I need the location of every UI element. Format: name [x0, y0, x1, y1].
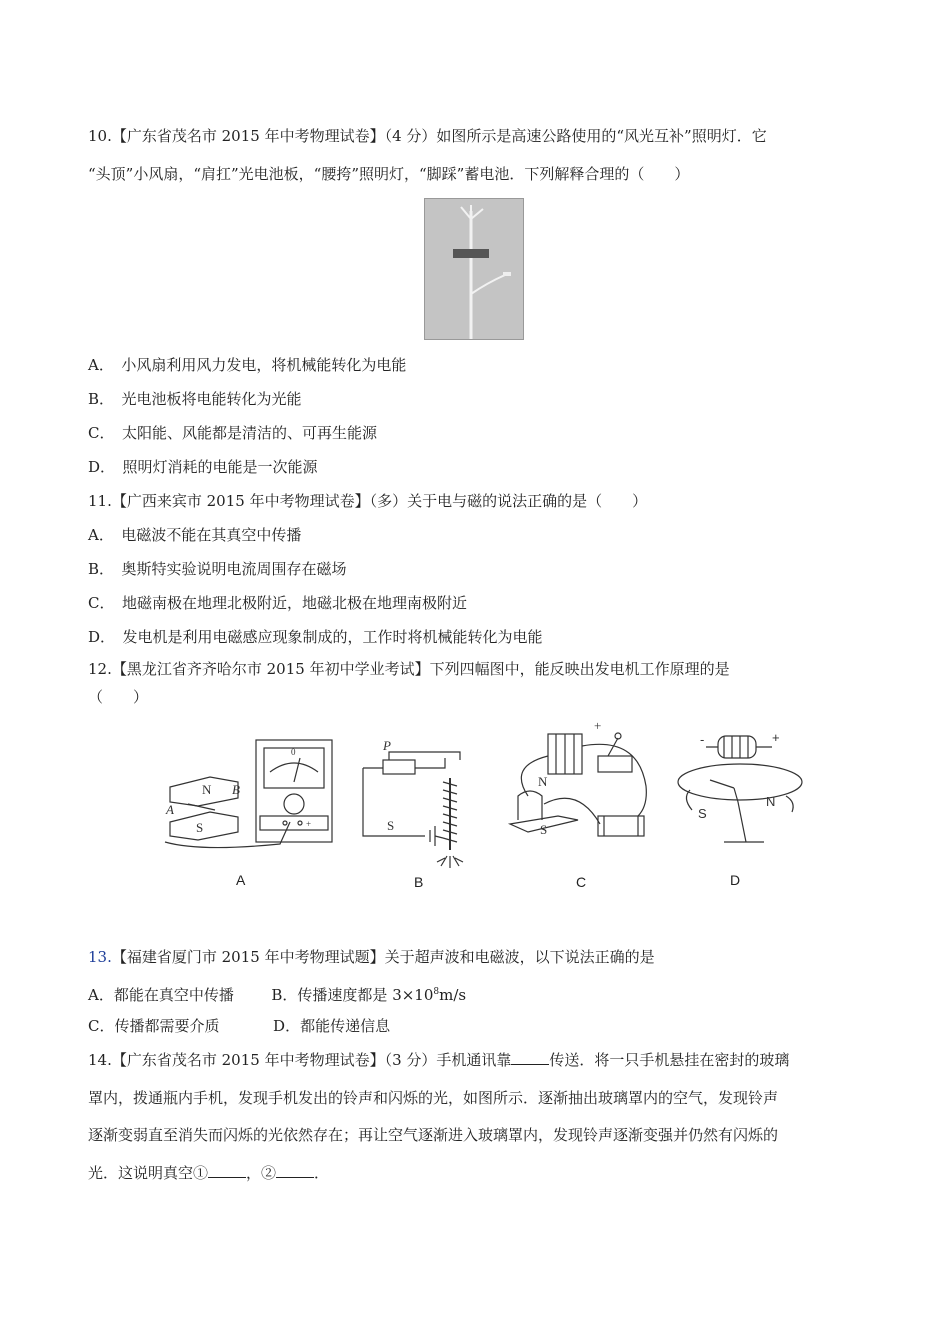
figure-a-caption: A: [236, 872, 246, 888]
q13-option-b: B．传播速度都是 $3\times 10^8m/s$: [271, 986, 467, 1004]
q14-line-1: 14.【广东省茂名市 2015 年中考物理试卷】（3 分）手机通讯靠 传送．将一只手机悬挂在密封的玻璃: [88, 1051, 790, 1069]
answer-blank-2[interactable]: [276, 1163, 314, 1178]
q10-option-b: B． 光电池板将电能转化为光能: [88, 390, 302, 408]
q12-line-1: 12.【黑龙江省齐齐哈尔市 2015 年初中学业考试】下列四幅图中，能反映出发电机工作原理的是: [88, 660, 730, 678]
fig-c-label-n: N: [538, 774, 548, 789]
q10-line-2: “头顶”小风扇，“肩扛”光电池板，“腰挎”照明灯，“脚踩”蓄电池．下列解释合理的（ ）: [88, 165, 690, 183]
q10-line-1: 10.【广东省茂名市 2015 年中考物理试卷】（4 分）如图所示是高速公路使用的“风光互补”照明灯．它: [88, 127, 767, 145]
fig-d-label-s: S: [698, 806, 707, 821]
fig-a-label-zero: 0: [291, 747, 296, 757]
fig-a-label-s: S: [196, 820, 204, 835]
q11-option-b: B． 奥斯特实验说明电流周围存在磁场: [88, 560, 347, 578]
q13-stem: 【福建省厦门市 2015 年中考物理试题】关于超声波和电磁波，以下说法正确的是: [111, 948, 655, 966]
fig-a-label-plus: +: [306, 819, 312, 829]
figure-a-galvanometer: [160, 732, 340, 857]
figure-b-caption: B: [414, 874, 424, 890]
figure-c-caption: C: [576, 874, 587, 890]
figure-c-motor-experiment: [498, 716, 663, 861]
fig-c-label-plus: +: [594, 718, 602, 733]
answer-blank-1[interactable]: [208, 1163, 246, 1178]
q13-option-a: A．都能在真空中传播: [88, 986, 234, 1004]
q11-option-a: A． 电磁波不能在其真空中传播: [88, 526, 302, 544]
fig-a-label-b: B: [232, 782, 240, 797]
fig-b-label-p: P: [383, 738, 391, 753]
q13-number: 13.: [88, 948, 112, 966]
q12-line-2: （ ）: [88, 688, 149, 706]
q13-options-cd: [88, 1016, 390, 1036]
q13-option-c: C．传播都需要介质: [88, 1017, 220, 1035]
figure-d-caption: D: [730, 872, 741, 888]
q13-line-1: [88, 947, 655, 967]
q11-option-d: D． 发电机是利用电磁感应现象制成的，工作时将机械能转化为电能: [88, 628, 543, 646]
fig-d-label-plus: +: [772, 730, 780, 745]
fig-d-label-n: N: [766, 794, 776, 809]
q11-line-1: 11.【广西来宾市 2015 年中考物理试卷】（多）关于电与磁的说法正确的是（ ）: [88, 492, 648, 510]
fig-a-label-a: A: [166, 802, 174, 817]
q13-option-d: D．都能传递信息: [273, 1017, 391, 1035]
q10-option-c: C． 太阳能、风能都是清洁的、可再生能源: [88, 424, 377, 442]
fig-d-label-minus: -: [700, 732, 705, 747]
q11-option-c: C． 地磁南极在地理北极附近，地磁北极在地理南极附近: [88, 594, 467, 612]
q14-line-3: 逐渐变弱直至消失而闪烁的光依然存在；再让空气逐渐进入玻璃罩内，发现铃声逐渐变强并仍然有闪烁的: [88, 1126, 779, 1144]
q14-line-2: 罩内，拨通瓶内手机，发现手机发出的铃声和闪烁的光，如图所示．逐渐抽出玻璃罩内的空气，发现铃声: [88, 1089, 779, 1107]
q10-option-d: D． 照明灯消耗的电能是一次能源: [88, 458, 318, 476]
figure-b-electromagnet-circuit: [355, 738, 495, 873]
q13-options-ab: [88, 982, 466, 1005]
fig-a-label-n: N: [202, 782, 212, 797]
street-light-photo: [424, 198, 524, 340]
fig-c-label-s: S: [540, 822, 548, 837]
answer-blank[interactable]: [511, 1050, 549, 1065]
q10-option-a: A． 小风扇利用风力发电，将机械能转化为电能: [88, 356, 407, 374]
q14-line-4: 光．这说明真空① ，② ．: [88, 1164, 330, 1182]
figure-d-solenoid-compass: [672, 722, 807, 852]
fig-b-label-s: S: [387, 818, 395, 833]
